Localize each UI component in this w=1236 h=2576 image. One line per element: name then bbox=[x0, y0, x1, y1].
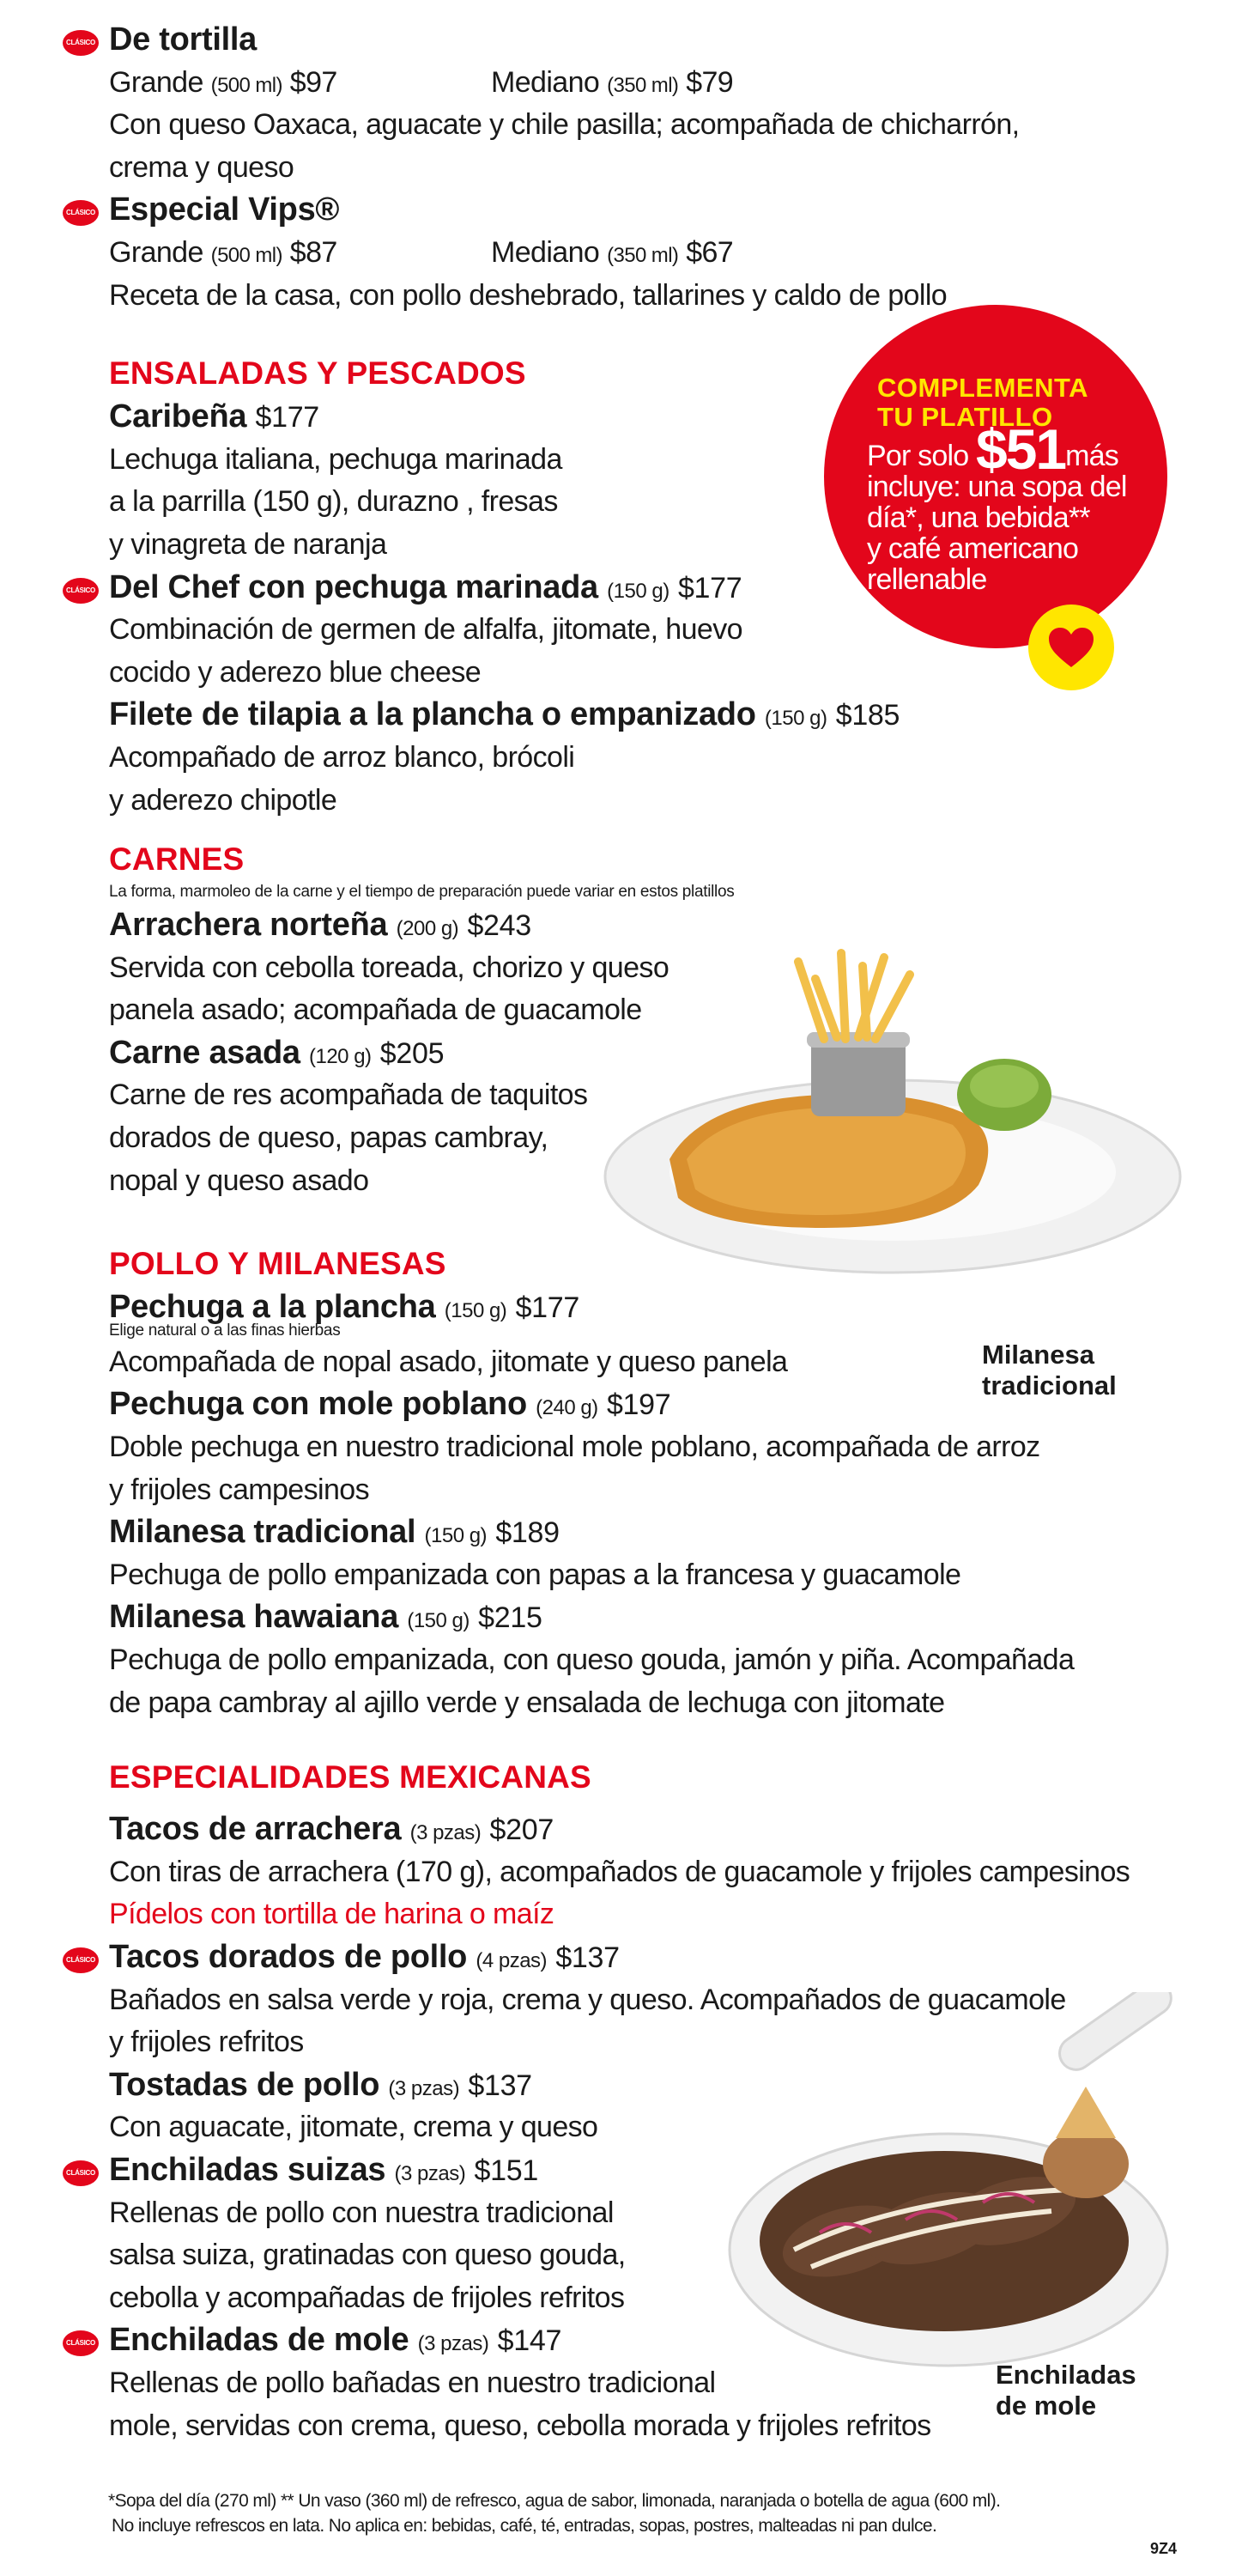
item-description: Lechuga italiana, pechuga marinada bbox=[109, 442, 562, 476]
item-price: $207 bbox=[489, 1814, 554, 1847]
section-heading: ENSALADAS Y PESCADOS bbox=[109, 355, 526, 392]
size-price: $97 bbox=[289, 65, 337, 99]
menu-section bbox=[66, 19, 1225, 317]
item-portion: (3 pzas) bbox=[388, 2076, 460, 2100]
item-price: $177 bbox=[255, 401, 319, 434]
item-name: De tortilla bbox=[109, 21, 257, 58]
size-volume: (350 ml) bbox=[607, 243, 679, 267]
size-label: Grande bbox=[109, 65, 203, 99]
item-description: Rellenas de pollo bañadas en nuestro tradicional bbox=[109, 2366, 716, 2399]
section-note: La forma, marmoleo de la carne y el tiempo de preparación puede variar en estos platillos bbox=[109, 883, 735, 902]
item-name: Milanesa hawaiana bbox=[109, 1599, 399, 1636]
item-portion: (200 g) bbox=[396, 917, 459, 941]
size-price: $79 bbox=[686, 65, 734, 99]
item-subnote: Elige natural o a las finas hierbas bbox=[109, 1321, 341, 1340]
item-description: Pechuga de pollo empanizada, con queso gouda, jamón y piña. Acompañada bbox=[109, 1643, 1075, 1676]
item-title bbox=[109, 1286, 1225, 1329]
item-title bbox=[109, 904, 1225, 947]
menu-item bbox=[109, 1596, 1225, 1724]
item-description: y frijoles campesinos bbox=[109, 1473, 369, 1506]
milanesa-caption bbox=[982, 1340, 1117, 1401]
item-price: $205 bbox=[379, 1036, 445, 1070]
item-name: Tostadas de pollo bbox=[109, 2066, 380, 2103]
caption-line: tradicional bbox=[982, 1370, 1117, 1400]
menu-section bbox=[109, 1242, 1225, 1724]
item-description: Receta de la casa, con pollo deshebrado, tallarines y caldo de pollo bbox=[109, 278, 948, 312]
item-name: Enchiladas de mole bbox=[109, 2322, 409, 2359]
item-price: $189 bbox=[495, 1516, 560, 1550]
item-title bbox=[109, 1511, 1225, 1554]
item-price: $243 bbox=[467, 909, 531, 943]
promo-line: día*, una bebida** bbox=[867, 501, 1090, 534]
item-description: Con tiras de arrachera (170 g), acompañados de guacamole y frijoles campesinos bbox=[109, 1855, 1130, 1888]
item-title bbox=[66, 19, 1225, 62]
item-portion: (3 pzas) bbox=[417, 2332, 489, 2356]
caption-line: Milanesa bbox=[982, 1340, 1094, 1370]
promo-line: incluye: una sopa del bbox=[867, 471, 1127, 503]
menu-item bbox=[109, 1511, 1225, 1596]
promo-heading-line: COMPLEMENTA bbox=[877, 373, 1089, 403]
item-name: Arrachera norteña bbox=[109, 907, 388, 944]
item-description: cebolla y acompañadas de frijoles refritos bbox=[109, 2281, 625, 2314]
size-label: Grande bbox=[109, 235, 203, 269]
size-volume: (350 ml) bbox=[607, 73, 679, 97]
page-code: 9Z4 bbox=[1150, 2540, 1178, 2557]
size-options bbox=[109, 232, 1225, 275]
item-description: Con queso Oaxaca, aguacate y chile pasilla; acompañada de chicharrón, bbox=[109, 108, 1020, 142]
promo-suffix: más bbox=[1065, 440, 1118, 472]
item-description: Servida con cebolla toreada, chorizo y queso bbox=[109, 951, 670, 984]
item-description: Carne de res acompañada de taquitos bbox=[109, 1078, 588, 1112]
item-name: Carne asada bbox=[109, 1034, 300, 1071]
item-name: Pechuga con mole poblano bbox=[109, 1386, 527, 1423]
size-label: Mediano bbox=[491, 65, 600, 99]
classic-badge: CLÁSICO bbox=[63, 1947, 99, 1973]
item-portion: (3 pzas) bbox=[409, 1821, 482, 1845]
enchiladas-plate-image bbox=[725, 1992, 1193, 2379]
item-price: $177 bbox=[677, 571, 742, 605]
section-heading: CARNES bbox=[109, 841, 245, 878]
menu-item bbox=[109, 694, 1225, 822]
item-price: $215 bbox=[478, 1601, 542, 1635]
item-description: Acompañado de arroz blanco, brócoli bbox=[109, 740, 575, 774]
milanesa-plate-image bbox=[601, 945, 1184, 1279]
item-name: Especial Vips® bbox=[109, 191, 340, 228]
item-description: y frijoles refritos bbox=[109, 2026, 304, 2059]
size-option bbox=[491, 232, 873, 277]
item-price: $147 bbox=[497, 2324, 562, 2358]
item-title bbox=[109, 1596, 1225, 1639]
size-price: $67 bbox=[686, 235, 734, 269]
item-description: mole, servidas con crema, queso, cebolla morada y frijoles refritos bbox=[109, 2409, 931, 2442]
item-price: $137 bbox=[555, 1941, 620, 1974]
item-description: Rellenas de pollo con nuestra tradicional bbox=[109, 2196, 614, 2229]
item-description: cocido y aderezo blue cheese bbox=[109, 655, 482, 689]
promo-line: rellenable bbox=[867, 563, 987, 596]
item-description: dorados de queso, papas cambray, bbox=[109, 1121, 548, 1155]
section-heading: ESPECIALIDADES MEXICANAS bbox=[109, 1759, 591, 1795]
classic-badge: CLÁSICO bbox=[63, 2160, 99, 2186]
promo-line: y café americano bbox=[867, 532, 1079, 565]
size-option bbox=[491, 62, 873, 107]
item-portion: (150 g) bbox=[444, 1299, 507, 1323]
size-label: Mediano bbox=[491, 235, 600, 269]
item-description: Pechuga de pollo empanizada con papas a la francesa y guacamole bbox=[109, 1558, 961, 1591]
footer-disclaimer bbox=[108, 2488, 1000, 2538]
item-name: Del Chef con pechuga marinada bbox=[109, 568, 598, 605]
item-title bbox=[66, 189, 1225, 232]
item-portion: (4 pzas) bbox=[476, 1948, 548, 1972]
menu-item bbox=[109, 1808, 1225, 1936]
menu-item bbox=[66, 19, 1225, 189]
item-description: nopal y queso asado bbox=[109, 1163, 369, 1197]
item-description: crema y queso bbox=[109, 150, 294, 184]
promo-prefix: Por solo bbox=[867, 440, 969, 472]
item-title bbox=[66, 1936, 1225, 1979]
item-name: Milanesa tradicional bbox=[109, 1514, 416, 1551]
size-volume: (500 ml) bbox=[210, 73, 282, 97]
size-option bbox=[109, 232, 491, 277]
item-title bbox=[109, 694, 1225, 737]
footer-line: *Sopa del día (270 ml) ** Un vaso (360 ml) de refresco, agua de sabor, limonada, naranjada o botella de agua (600 ml). bbox=[108, 2491, 1001, 2511]
menu-item bbox=[66, 189, 1225, 317]
item-description: y aderezo chipotle bbox=[109, 783, 337, 817]
promo-circle bbox=[824, 305, 1167, 648]
section-heading: POLLO Y MILANESAS bbox=[109, 1246, 446, 1282]
item-description: Combinación de germen de alfalfa, jitomate, huevo bbox=[109, 613, 742, 647]
item-portion: (150 g) bbox=[407, 1609, 470, 1633]
item-price: $137 bbox=[468, 2069, 532, 2102]
item-portion: (150 g) bbox=[764, 707, 827, 731]
caption-line: Enchiladas bbox=[996, 2360, 1136, 2390]
enchiladas-caption bbox=[996, 2360, 1136, 2421]
item-name: Tacos dorados de pollo bbox=[109, 1938, 468, 1975]
item-name: Filete de tilapia a la plancha o empanizado bbox=[109, 696, 756, 733]
item-description: panela asado; acompañada de guacamole bbox=[109, 993, 642, 1027]
size-option bbox=[109, 62, 491, 107]
classic-badge: CLÁSICO bbox=[63, 578, 99, 604]
item-name: Pechuga a la plancha bbox=[109, 1289, 436, 1326]
heart-icon bbox=[1047, 626, 1095, 669]
classic-badge: CLÁSICO bbox=[63, 30, 99, 56]
item-price: $185 bbox=[835, 699, 900, 732]
item-red-note: Pídelos con tortilla de harina o maíz bbox=[109, 1898, 554, 1931]
item-description: Bañados en salsa verde y roja, crema y queso. Acompañados de guacamole bbox=[109, 1983, 1066, 2016]
classic-badge: CLÁSICO bbox=[63, 200, 99, 226]
item-portion: (150 g) bbox=[424, 1524, 488, 1548]
item-name: Enchiladas suizas bbox=[109, 2151, 386, 2188]
item-portion: (240 g) bbox=[536, 1396, 598, 1420]
item-description: Con aguacate, jitomate, crema y queso bbox=[109, 2111, 598, 2144]
size-volume: (500 ml) bbox=[210, 243, 282, 267]
item-price: $151 bbox=[474, 2154, 538, 2187]
menu-item bbox=[109, 1383, 1225, 1511]
item-price: $197 bbox=[606, 1388, 671, 1422]
item-price: $177 bbox=[515, 1291, 579, 1325]
item-description: de papa cambray al ajillo verde y ensalada de lechuga con jitomate bbox=[109, 1686, 945, 1719]
item-name: Tacos de arrachera bbox=[109, 1811, 402, 1848]
size-price: $87 bbox=[289, 235, 337, 269]
item-name: Caribeña bbox=[109, 398, 247, 435]
item-portion: (150 g) bbox=[607, 579, 670, 603]
caption-line: de mole bbox=[996, 2391, 1097, 2421]
classic-badge: CLÁSICO bbox=[63, 2330, 99, 2356]
item-title bbox=[109, 1808, 1225, 1851]
size-options bbox=[109, 62, 1225, 105]
item-description: y vinagreta de naranja bbox=[109, 527, 387, 561]
item-portion: (3 pzas) bbox=[394, 2161, 466, 2185]
heart-badge bbox=[1028, 605, 1114, 690]
item-portion: (120 g) bbox=[308, 1044, 372, 1068]
promo-price: $51 bbox=[975, 417, 1066, 481]
item-description: a la parrilla (150 g), durazno , fresas bbox=[109, 485, 558, 519]
item-description: salsa suiza, gratinadas con queso gouda, bbox=[109, 2239, 626, 2272]
item-description: Doble pechuga en nuestro tradicional mole poblano, acompañada de arroz bbox=[109, 1431, 1040, 1464]
footer-line: No incluye refrescos en lata. No aplica en: bebidas, café, té, entradas, sopas, postres, malteadas ni pan dulce. bbox=[112, 2516, 937, 2536]
promo-heading-line: TU PLATILLO bbox=[877, 402, 1053, 432]
item-description: Acompañada de nopal asado, jitomate y queso panela bbox=[109, 1345, 788, 1378]
